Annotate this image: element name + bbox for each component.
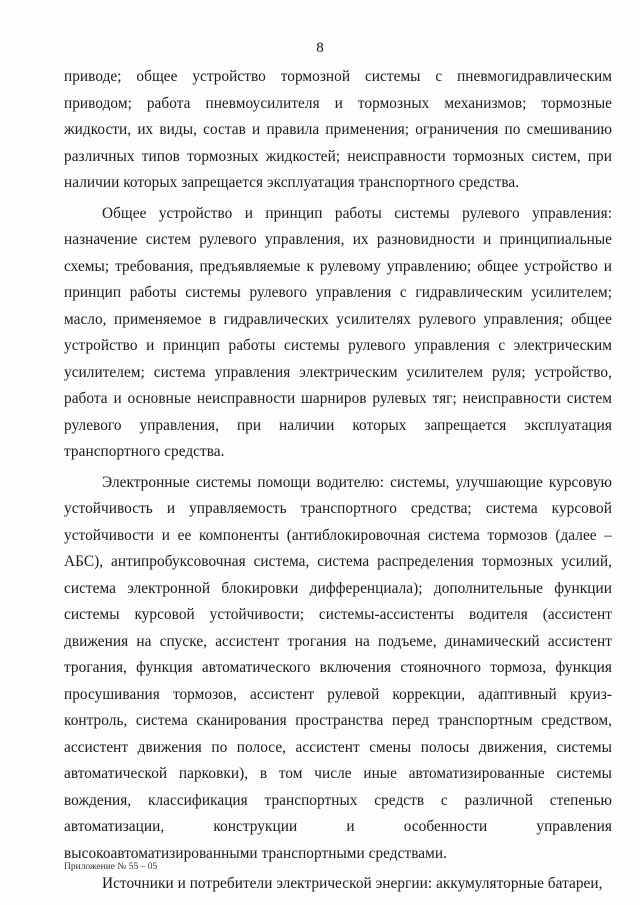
paragraph-steering-system: Общее устройство и принцип работы системы рулевого управления: назначение систем рулевого управления, их разновидности и принципиальные схемы; требования, предъявляемые к рулевому управлению; общее устройство и принцип работы системы рулевого управления с гидравлическим усилителем; масло, применяемое в гидравлических усилителях рулевого управления; общее устройство и принцип работы системы рулевого управления с электрическим усилителем; система управления электрическим усилителем руля; устройство, работа и основные неисправности шарниров рулевых тяг; неисправности систем рулевого управления, при наличии которых запрещается эксплуатация транспортного средства. [64,204,612,460]
page-footer: Приложение № 55 – 05 [64,862,158,872]
paragraph-brake-system-continuation: приводе; общее устройство тормозной системы с пневмогидравлическим приводом; работа пневмоусилителя и тормозных механизмов; тормозные жидкости, их виды, состав и правила применения; ограничения по смешиванию различных типов тормозных жидкостей; неисправности тормозных систем, при наличии которых запрещается эксплуатация транспортного средства. [64,68,612,191]
document-body [64,64,612,898]
paragraph-driver-assistance-systems: Электронные системы помощи водителю: системы, улучшающие курсовую устойчивость и управляемость транспортного средства; система курсовой устойчивости и ее компоненты (антиблокировочная система тормозов (далее – АБС), антипробуксовочная система, система распределения тормозных усилий, система электронной блокировки дифференциала); дополнительные функции системы курсовой устойчивости; системы-ассистенты водителя (ассистент движения на спуске, ассистент трогания на подъеме, динамический ассистент трогания, функция автоматического включения стояночного тормоза, функция просушивания тормозов, ассистент рулевой коррекции, адаптивный круиз-контроль, система сканирования пространства перед транспортным средством, ассистент движения по полосе, ассистент смены полосы движения, системы автоматической парковки), в том числе иные автоматизированные системы вождения, классификация транспортных средств с различной степенью автоматизации, конструкции и особенности управления высокоавтоматизированными транспортными средствами. [64,473,612,862]
paragraph-electrical-energy: Источники и потребители электрической энергии: аккумуляторные батареи, [102,875,603,892]
page-number: 8 [316,40,324,56]
